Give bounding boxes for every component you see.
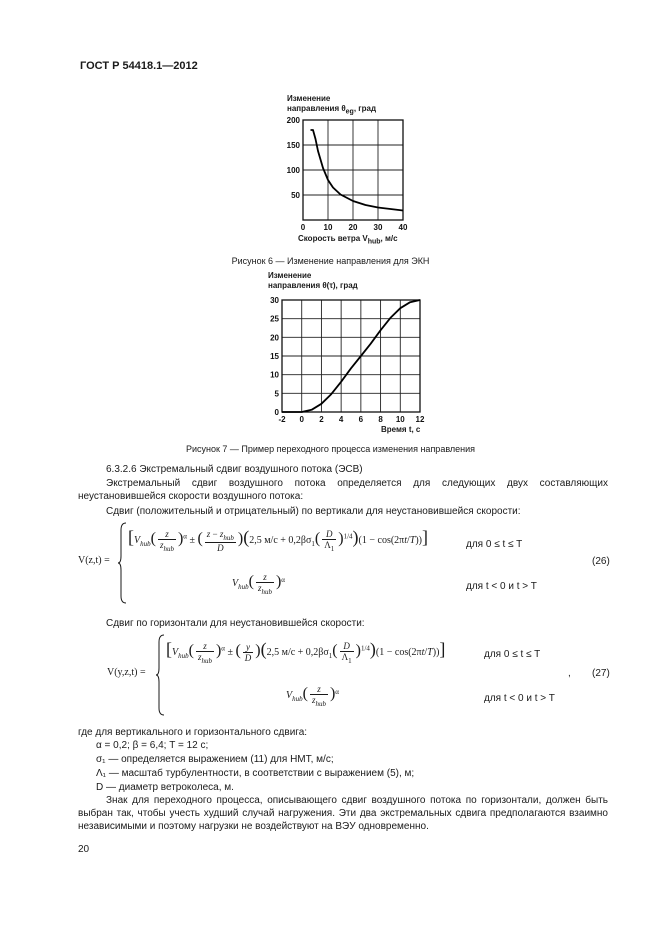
figure7-y-tick-label: 20 <box>270 333 279 343</box>
figure7-x-tick-label: 4 <box>338 415 344 423</box>
eq26-condition1: для 0 ≤ t ≤ T <box>466 539 523 550</box>
figure6-chart <box>268 112 428 242</box>
figure7-x-tick-label: 0 <box>299 415 304 423</box>
eq27-brace <box>156 634 166 716</box>
figure6-x-tick-label: 30 <box>373 223 383 232</box>
figure6-x-tick-label: 40 <box>398 223 408 232</box>
eq26-condition2: для t < 0 и t > T <box>466 581 537 592</box>
figure7-y-tick-label: 10 <box>270 370 279 380</box>
figure7-x-tick-label: 6 <box>358 415 364 423</box>
figure6-y-tick-label: 100 <box>286 166 300 175</box>
figure6-x-tick-label: 0 <box>300 223 306 232</box>
figure7-ylabel-line1: Изменение <box>268 271 312 280</box>
figure6-caption: Рисунок 6 — Изменение направления для ЭКН <box>231 256 430 266</box>
where-diameter: D — диаметр ветроколеса, м. <box>96 782 234 793</box>
eq27-expression-top: [$V_{hub}$( $\frac{z}{z_{hub}}$ )$^\alpha$ ± ( $\frac{y}{D}$ )(2,5 $м/с + 0,2\beta\sigma_1$( $\frac{D}{\Lambda_1}$ )$^{1/4}$)(1 − cos(2πt/T))] <box>166 639 446 665</box>
where-params: α = 0,2; β = 6,4; T = 12 с; <box>96 740 209 751</box>
figure6-ylabel-line2: направления θ <box>287 104 346 113</box>
figure6-xlabel-main: Скорость ветра V <box>298 234 368 243</box>
eq26-expression-top: [$V_{hub}$( $\frac{z}{z_{hub}}$ )$^\alpha$ ± ( $\frac{z - z_{hub}}{D}$ )(2,5 $м/с + 0,2\beta\sigma_1$( $\frac{D}{\Lambda_1}$ )$^{1/4}$)(1 − cos(2πt/T))] <box>128 527 429 553</box>
figure6-y-tick-label: 50 <box>291 191 300 200</box>
where-sigma: σ₁ — определяется выражением (11) для НМТ, м/с; <box>96 754 334 765</box>
eq27-expression-bottom: $V_{hub}$( $\frac{z}{z_{hub}}$ )$^\alpha$ <box>286 684 339 708</box>
eq27-condition1: для 0 ≤ t ≤ T <box>484 649 541 660</box>
figure7-ylabel-line2: направления θ(τ), град <box>268 281 358 290</box>
eq26-expression-bottom: $V_{hub}$( $\frac{z}{z_{hub}}$ )$^\alpha$ <box>232 572 285 596</box>
figure7-y-tick-label: 5 <box>274 389 279 399</box>
figure7-y-tick-label: 25 <box>270 314 279 324</box>
figure7-y-tick-label: 30 <box>270 296 279 305</box>
figure7-caption: Рисунок 7 — Пример переходного процесса изменения направления <box>185 444 476 454</box>
document-header: ГОСТ Р 54418.1—2012 <box>80 60 198 72</box>
figure7-x-tick-label: -2 <box>278 415 286 423</box>
eq26-lhs: V(z,t) = <box>78 555 110 566</box>
closing-paragraph: Знак для переходного процесса, описывающего сдвиг воздушного потока по горизонтали, должен быть выбран так, чтобы учесть худший случай нагружения. Эти два экстремальных сдвига предполагаются взаимно независимыми и поэтому нагрузки не воздействуют на ВЭУ одновременно. <box>78 795 608 832</box>
figure6-xlabel <box>298 234 398 248</box>
figure7-x-tick-label: 8 <box>378 415 383 423</box>
figure7-y-tick-label: 0 <box>274 408 279 417</box>
eq26-number: (26) <box>592 556 610 567</box>
section-para3: Сдвиг по горизонтали для неустановившейся скорости: <box>106 618 365 629</box>
figure7-x-tick-label: 12 <box>415 415 425 423</box>
figure6-y-tick-label: 200 <box>286 116 300 125</box>
figure7-chart <box>252 293 442 423</box>
eq27-comma: , <box>568 668 571 679</box>
figure7-x-tick-label: 2 <box>319 415 324 423</box>
figure7-x-tick-label: 10 <box>395 415 405 423</box>
section-para2: Сдвиг (положительный и отрицательный) по вертикали для неустановившейся скорости: <box>106 506 521 517</box>
figure6-ylabel-unit: , град <box>353 104 377 113</box>
figure6-x-tick-label: 20 <box>348 223 358 232</box>
page-number: 20 <box>78 844 90 855</box>
figure6-xlabel-unit: , м/с <box>380 234 398 243</box>
eq27-condition2: для t < 0 и t > T <box>484 693 555 704</box>
figure7-y-tick-label: 15 <box>270 352 279 361</box>
where-lambda: Λ₁ — масштаб турбулентности, в соответствии с выражением (5), м; <box>96 768 415 779</box>
figure6-y-tick-label: 150 <box>286 141 300 150</box>
figure6-ylabel-sub: eg <box>345 108 354 116</box>
eq26-brace <box>118 522 128 604</box>
section-heading: 6.3.2.6 Экстремальный сдвиг воздушного потока (ЭСВ) <box>106 464 363 475</box>
figure6-xlabel-sub: hub <box>367 238 381 246</box>
figure7-xlabel: Время t, с <box>381 425 421 434</box>
figure6-ylabel-line1: Изменение <box>287 94 331 103</box>
figure6-x-tick-label: 10 <box>323 223 333 232</box>
where-intro: где для вертикального и горизонтального сдвига: <box>78 727 308 738</box>
eq27-lhs: V(y,z,t) = <box>107 667 146 678</box>
figure7-ylabel <box>268 271 358 291</box>
section-para1: Экстремальный сдвиг воздушного потока определяется для следующих двух составляющих неустановившейся скорости воздушного потока: <box>78 478 608 502</box>
eq27-number: (27) <box>592 668 610 679</box>
